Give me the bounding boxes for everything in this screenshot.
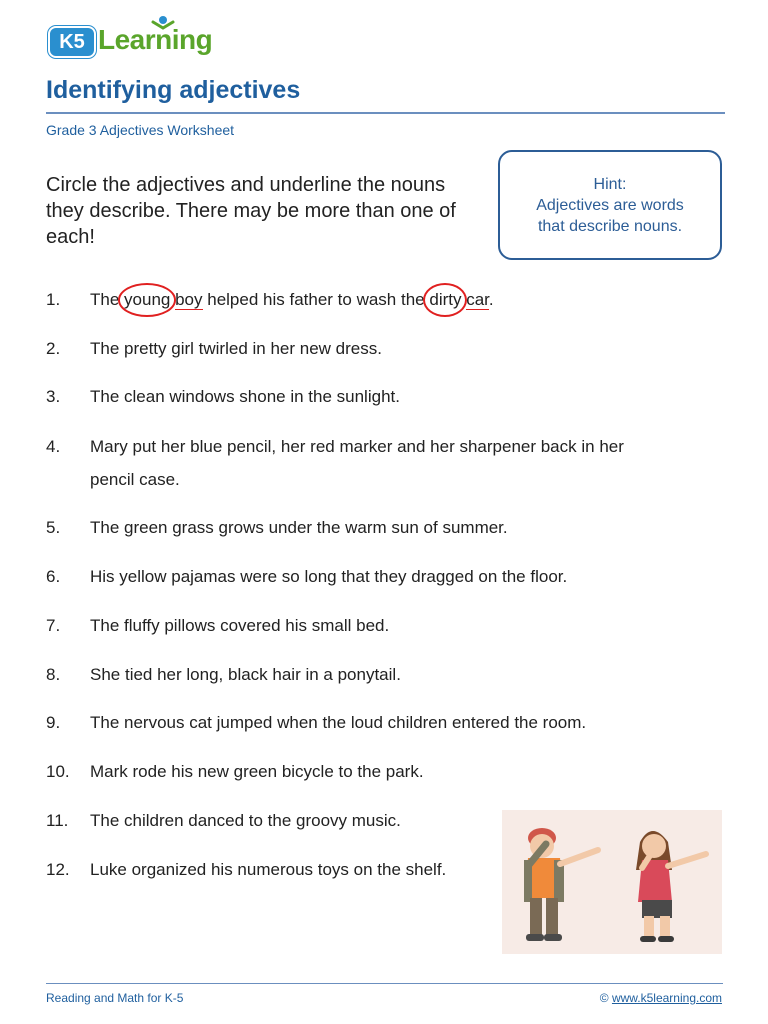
footer-tagline: Reading and Math for K-5: [46, 991, 184, 1005]
hint-line-2: that describe nouns.: [537, 218, 683, 235]
question-text: [90, 289, 494, 311]
question-text: Mark rode his new green bicycle to the park.: [90, 762, 424, 781]
question-text: The clean windows shone in the sunlight.: [90, 387, 400, 406]
footer-divider: [46, 983, 723, 984]
question-number: 3.: [46, 387, 61, 406]
circled-adjective: young: [124, 290, 171, 309]
word: .: [488, 290, 494, 309]
underlined-noun: boy: [175, 290, 203, 309]
question-number: 6.: [46, 567, 61, 586]
logo-wordmark: Learning: [98, 24, 213, 55]
question-number: 9.: [46, 713, 61, 732]
question-number: 10.: [46, 762, 70, 781]
page-title: Identifying adjectives: [46, 76, 301, 104]
question-text: His yellow pajamas were so long that they dragged on the floor.: [90, 567, 568, 586]
question-text: The pretty girl twirled in her new dress.: [90, 339, 382, 358]
person-icon: [148, 14, 178, 34]
question-number: 11.: [46, 811, 69, 830]
hint-line-1: Adjectives are words: [536, 197, 684, 214]
question-number: 7.: [46, 616, 61, 635]
k5-badge: K5: [48, 26, 96, 58]
question-number: 12.: [46, 860, 70, 879]
question-text: Luke organized his numerous toys on the shelf.: [90, 860, 447, 879]
question-number: 2.: [46, 339, 61, 358]
circled-adjective: dirty: [429, 290, 462, 309]
question-text: She tied her long, black hair in a ponytail.: [90, 665, 401, 684]
question-number: 5.: [46, 518, 61, 537]
instructions: Circle the adjectives and underline the nouns they describe. There may be more than one of each!: [46, 174, 456, 248]
worksheet-subtitle: Grade 3 Adjectives Worksheet: [46, 122, 235, 138]
hint-box: [498, 150, 722, 260]
title-divider: [46, 112, 725, 114]
question-text: The children danced to the groovy music.: [90, 811, 401, 830]
question-text: Mary put her blue pencil, her red marker and her sharpener back in her: [90, 437, 624, 456]
question-text-continued: pencil case.: [90, 470, 180, 489]
k5-learning-logo: [48, 14, 218, 58]
footer-copyright: [600, 991, 722, 1005]
question-text: The nervous cat jumped when the loud children entered the room.: [90, 713, 587, 732]
underlined-noun: car: [466, 290, 489, 309]
dancing-kids-illustration: [502, 810, 722, 954]
website-link[interactable]: www.k5learning.com: [611, 991, 722, 1005]
question-text: The fluffy pillows covered his small bed.: [90, 616, 390, 635]
word: helped his father to wash the: [207, 290, 425, 309]
question-number: 4.: [46, 437, 61, 456]
question-number: 1.: [46, 290, 61, 309]
copyright-symbol: ©: [599, 991, 609, 1005]
question-text: The green grass grows under the warm sun of summer.: [90, 518, 508, 537]
word: The: [90, 290, 120, 309]
hint-label: Hint:: [593, 176, 627, 193]
question-number: 8.: [46, 665, 61, 684]
